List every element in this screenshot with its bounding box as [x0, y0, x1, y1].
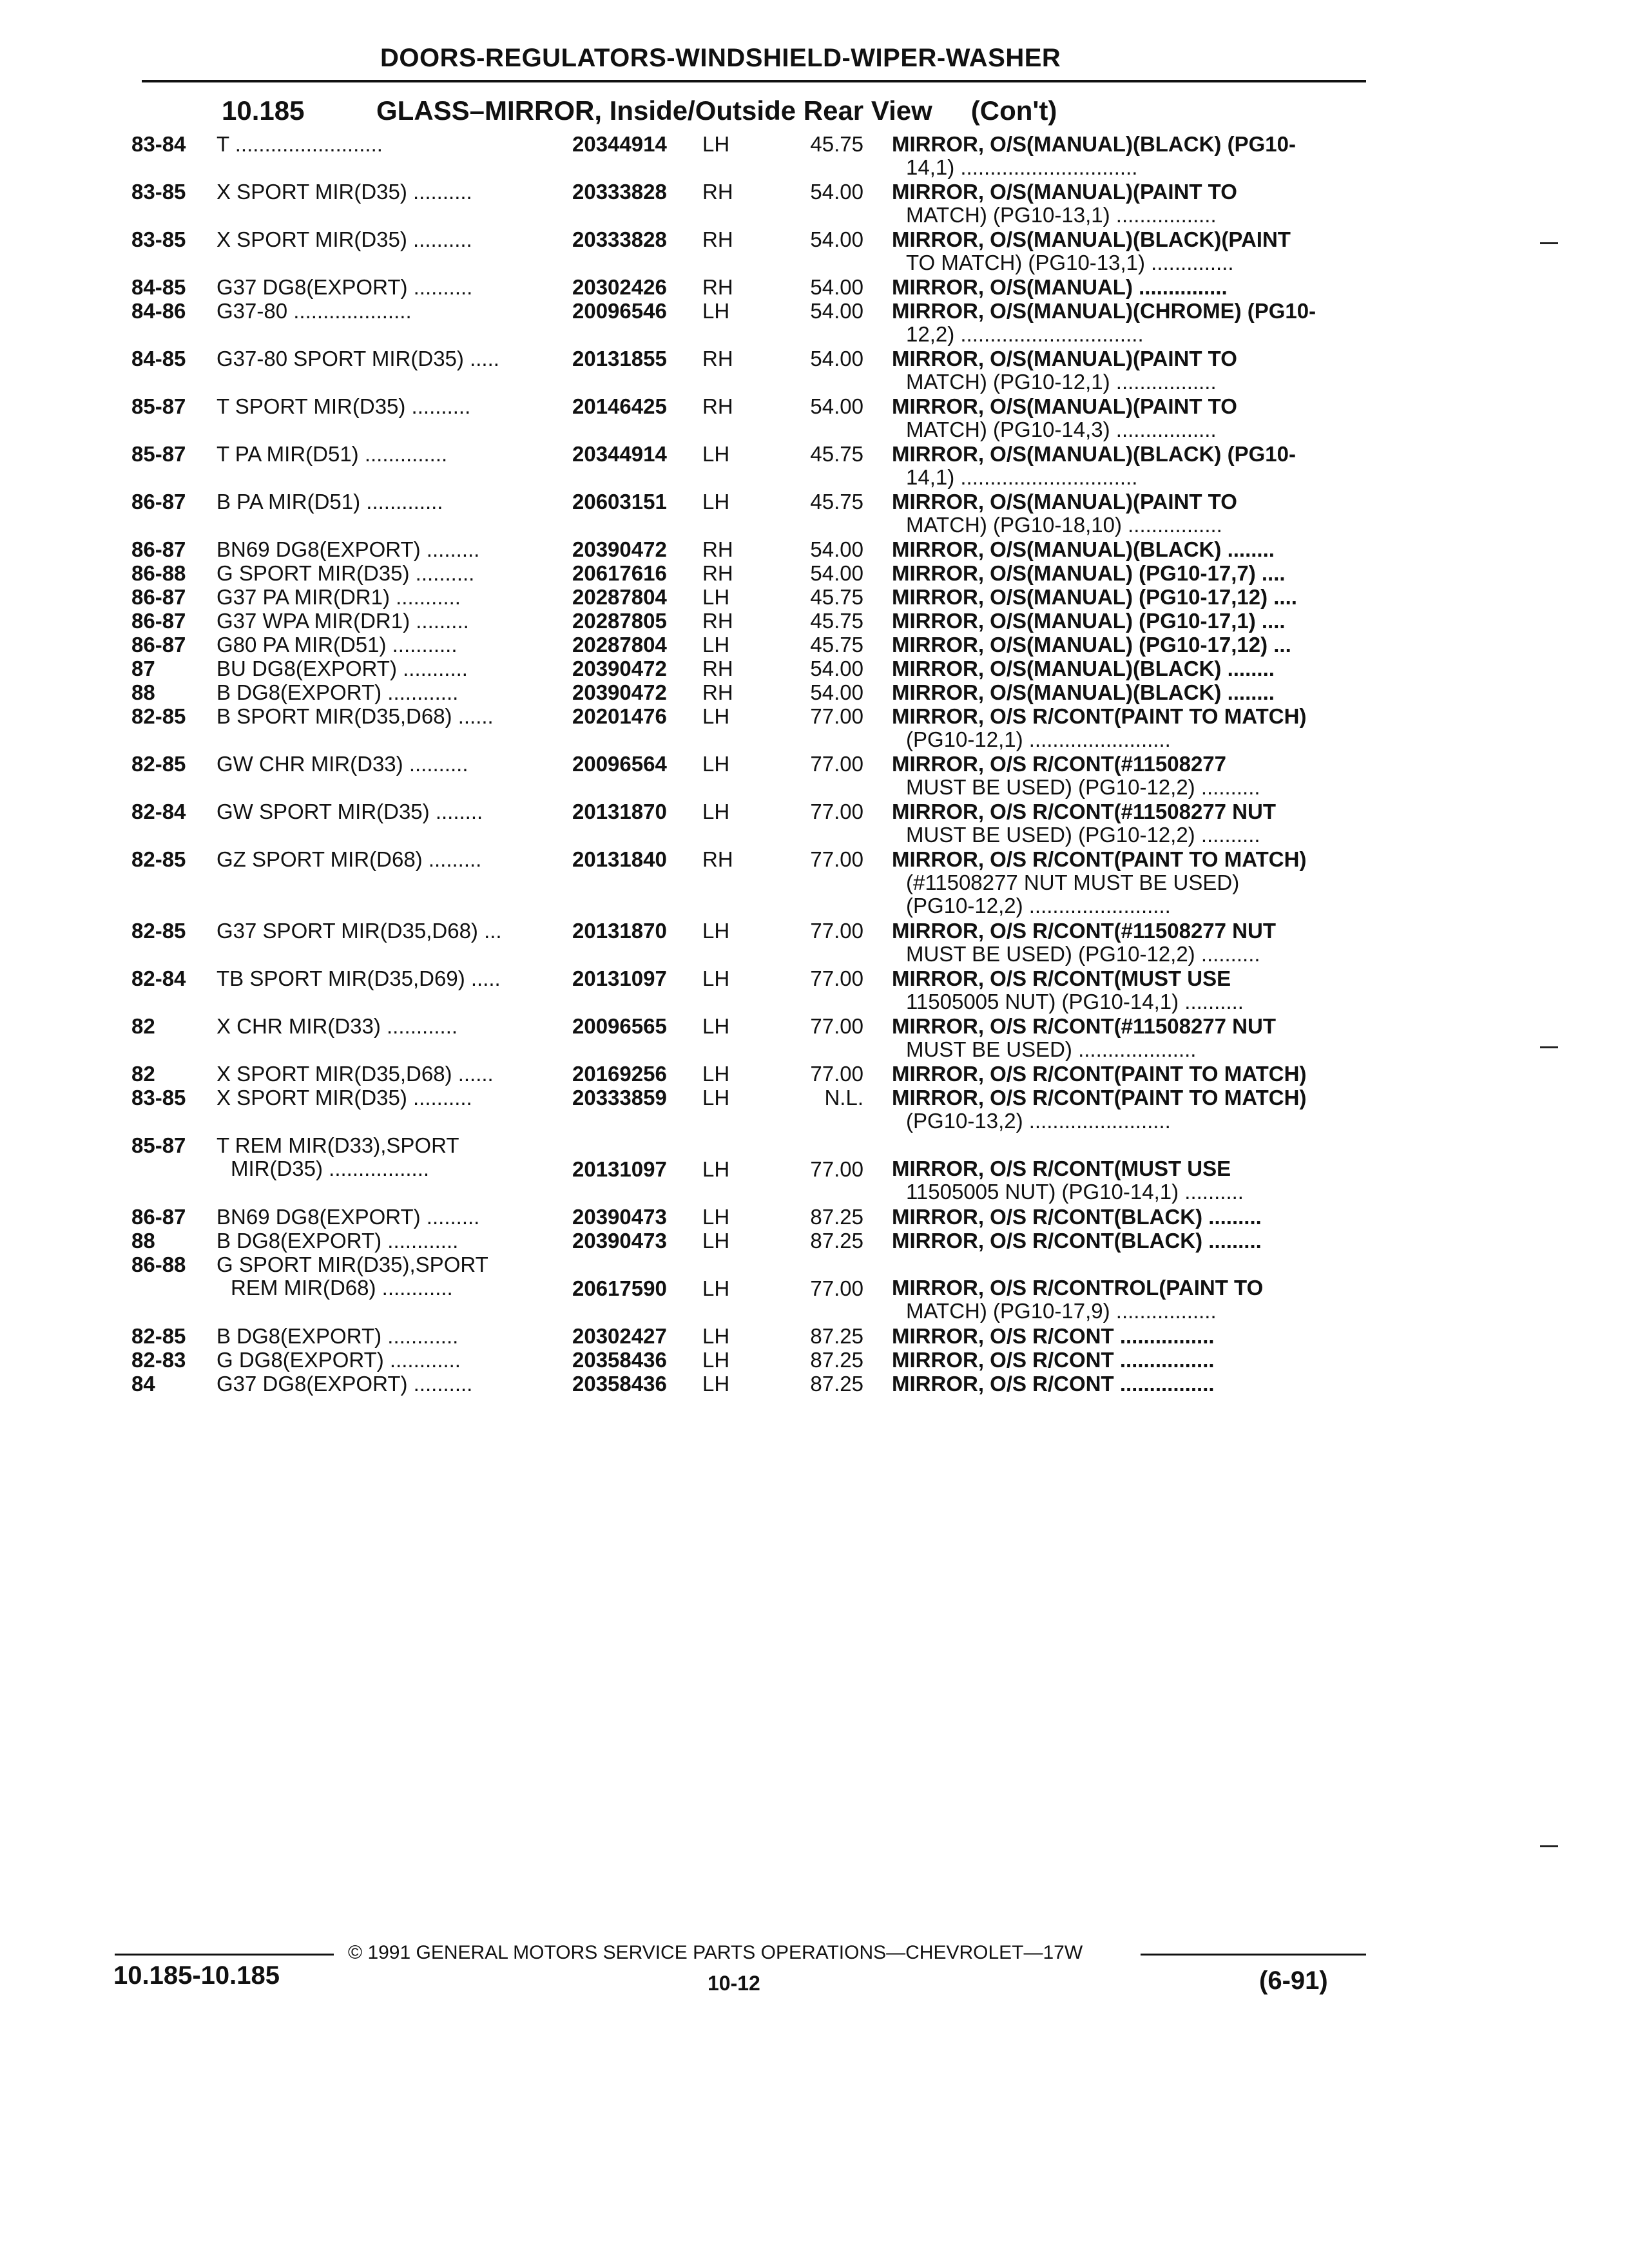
price: 54.00	[810, 347, 863, 370]
model-application	[217, 1372, 564, 1396]
price: 54.00	[810, 299, 863, 323]
description-line: (PG10-13,2) ........................	[906, 1109, 1171, 1133]
price: 87.25	[810, 1348, 863, 1372]
description	[892, 490, 1369, 537]
model-application	[217, 967, 564, 990]
model-line: BU DG8(EXPORT) ...........	[217, 657, 468, 680]
description	[892, 610, 1369, 633]
description-line: MIRROR, O/S(MANUAL)(PAINT TO	[892, 347, 1237, 370]
description-line: MIRROR, O/S(MANUAL)(PAINT TO	[892, 490, 1237, 514]
description-line: MIRROR, O/S(MANUAL) (PG10-17,12) ...	[892, 633, 1291, 657]
model-application	[217, 490, 564, 514]
margin-tick	[1540, 1046, 1558, 1048]
model-application	[217, 586, 564, 609]
price: 77.00	[810, 752, 863, 776]
model-line: G37 DG8(EXPORT) ..........	[217, 1372, 473, 1396]
model-years: 86-87	[131, 633, 186, 657]
description	[892, 1134, 1369, 1204]
footer-date-code: (6-91)	[1259, 1966, 1328, 1995]
part-number: 20358436	[572, 1372, 667, 1396]
model-years: 86-87	[131, 537, 186, 561]
side: LH	[702, 1205, 730, 1229]
description-line: MATCH) (PG10-13,1) .................	[906, 203, 1217, 227]
part-number: 20302427	[572, 1324, 667, 1348]
model-years: 86-87	[131, 585, 186, 609]
price: 45.75	[810, 633, 863, 657]
side: LH	[702, 704, 730, 728]
model-line: G80 PA MIR(D51) ...........	[217, 633, 458, 657]
description-line: MIRROR, O/S R/CONT(BLACK) .........	[892, 1229, 1262, 1253]
model-years: 85-87	[131, 1133, 186, 1157]
part-number: 20603151	[572, 490, 667, 514]
description	[892, 1349, 1369, 1372]
description-line: MIRROR, O/S(MANUAL)(PAINT TO	[892, 395, 1237, 418]
description	[892, 1206, 1369, 1229]
model-years: 88	[131, 680, 155, 704]
price: 54.00	[810, 227, 863, 251]
model-line: G37 SPORT MIR(D35,D68) ...	[217, 919, 502, 943]
side: RH	[702, 275, 733, 299]
model-application	[217, 705, 564, 728]
model-application	[217, 753, 564, 776]
model-application	[217, 1229, 564, 1253]
description-line: MUST BE USED) (PG10-12,2) ..........	[906, 775, 1260, 799]
description-line: MIRROR, O/S R/CONT ................	[892, 1372, 1215, 1396]
side: LH	[702, 633, 730, 657]
price: 45.75	[810, 609, 863, 633]
model-line: TB SPORT MIR(D35,D69) .....	[217, 967, 501, 990]
price: 54.00	[810, 394, 863, 418]
model-line: G SPORT MIR(D35),SPORT	[217, 1253, 488, 1276]
model-line: B DG8(EXPORT) ............	[217, 681, 459, 704]
model-line: REM MIR(D68) ............	[231, 1276, 453, 1300]
description	[892, 538, 1369, 561]
side: RH	[702, 537, 733, 561]
description-line	[892, 1253, 1369, 1276]
description-line: MIRROR, O/S(MANUAL)(BLACK) ........	[892, 657, 1275, 680]
model-application	[217, 919, 564, 943]
side: RH	[702, 561, 733, 585]
description-line: MIRROR, O/S(MANUAL)(PAINT TO	[892, 180, 1237, 204]
description-line: MIRROR, O/S(MANUAL)(BLACK) (PG10-	[892, 443, 1296, 466]
model-line: G37 WPA MIR(DR1) .........	[217, 610, 469, 633]
model-years: 83-85	[131, 227, 186, 251]
part-number: 20287805	[572, 609, 667, 633]
model-line: T PA MIR(D51) ..............	[217, 443, 448, 466]
part-number: 20390472	[572, 537, 667, 561]
section-cont: (Con't)	[970, 95, 1057, 126]
side: LH	[702, 1372, 730, 1396]
description	[892, 800, 1369, 847]
model-years: 82-85	[131, 752, 186, 776]
description	[892, 753, 1369, 799]
price: 45.75	[810, 585, 863, 609]
description-line: (PG10-12,1) ........................	[906, 727, 1171, 751]
description	[892, 395, 1369, 441]
price: 87.25	[810, 1205, 863, 1229]
model-line: X SPORT MIR(D35) ..........	[217, 228, 472, 251]
description-line: MUST BE USED) (PG10-12,2) ..........	[906, 942, 1260, 966]
model-line: X CHR MIR(D33) ............	[217, 1015, 458, 1038]
description-line: MATCH) (PG10-12,1) .................	[906, 370, 1217, 394]
model-years: 83-85	[131, 1086, 186, 1110]
price: 77.00	[810, 1157, 863, 1181]
part-number: 20169256	[572, 1062, 667, 1086]
price: 87.25	[810, 1229, 863, 1253]
description-line: (PG10-12,2) ........................	[906, 894, 1171, 918]
part-number: 20131870	[572, 800, 667, 823]
price: 54.00	[810, 680, 863, 704]
model-application	[217, 1206, 564, 1229]
side: RH	[702, 847, 733, 871]
model-years: 82-85	[131, 847, 186, 871]
side: LH	[702, 966, 730, 990]
description-line: MIRROR, O/S R/CONT(#11508277	[892, 753, 1227, 776]
part-number: 20131855	[572, 347, 667, 370]
model-application	[217, 800, 564, 823]
model-line: G37 DG8(EXPORT) ..........	[217, 276, 473, 299]
model-years: 86-88	[131, 1253, 186, 1276]
model-years: 82-84	[131, 966, 186, 990]
page-header-title: DOORS-REGULATORS-WINDSHIELD-WIPER-WASHER	[380, 44, 1061, 72]
description	[892, 228, 1369, 274]
model-application	[217, 395, 564, 418]
part-number: 20131840	[572, 847, 667, 871]
model-years: 82	[131, 1014, 155, 1038]
side: RH	[702, 347, 733, 370]
side: LH	[702, 490, 730, 514]
description-line: 14,1) ..............................	[906, 465, 1138, 489]
price: 77.00	[810, 847, 863, 871]
model-application	[217, 562, 564, 585]
model-line: MIR(D35) .................	[231, 1157, 430, 1180]
copyright-text: © 1991 GENERAL MOTORS SERVICE PARTS OPERATIONS—CHEVROLET—17W	[348, 1942, 1083, 1963]
description-line	[892, 1134, 1369, 1157]
model-application	[217, 538, 564, 561]
description-line: MIRROR, O/S(MANUAL)(BLACK)(PAINT	[892, 228, 1291, 251]
model-years: 82-85	[131, 1324, 186, 1348]
model-years: 83-85	[131, 180, 186, 204]
price: 45.75	[810, 490, 863, 514]
part-number: 20096564	[572, 752, 667, 776]
side: LH	[702, 752, 730, 776]
description	[892, 133, 1369, 179]
price: 77.00	[810, 800, 863, 823]
section-number: 10.185	[222, 95, 305, 126]
side: RH	[702, 609, 733, 633]
description-line: MIRROR, O/S R/CONT(MUST USE	[892, 967, 1231, 990]
description	[892, 1086, 1369, 1133]
part-number: 20333828	[572, 180, 667, 204]
model-application	[217, 133, 564, 156]
description	[892, 300, 1369, 346]
side: LH	[702, 1276, 730, 1300]
description	[892, 657, 1369, 680]
price: 54.00	[810, 561, 863, 585]
description-line: MIRROR, O/S R/CONT(PAINT TO MATCH)	[892, 1062, 1307, 1086]
price: 45.75	[810, 132, 863, 156]
margin-tick	[1540, 1845, 1558, 1847]
description-line: MIRROR, O/S R/CONT(PAINT TO MATCH)	[892, 705, 1307, 728]
part-number: 20390472	[572, 680, 667, 704]
model-line: G37-80 SPORT MIR(D35) .....	[217, 347, 499, 370]
model-line: GZ SPORT MIR(D68) .........	[217, 848, 482, 871]
description	[892, 180, 1369, 227]
model-years: 87	[131, 657, 155, 680]
part-number: 20333859	[572, 1086, 667, 1110]
model-years: 86-87	[131, 1205, 186, 1229]
description-line: MATCH) (PG10-14,3) .................	[906, 418, 1217, 441]
footer-section-range: 10.185-10.185	[113, 1961, 280, 1990]
side: LH	[702, 132, 730, 156]
description	[892, 347, 1369, 394]
model-application	[217, 681, 564, 704]
model-line: G SPORT MIR(D35) ..........	[217, 562, 475, 585]
part-number: 20617590	[572, 1276, 667, 1300]
description	[892, 1015, 1369, 1061]
section-title: GLASS–MIRROR, Inside/Outside Rear View	[376, 95, 932, 126]
model-application	[217, 633, 564, 657]
model-years: 82-84	[131, 800, 186, 823]
side: RH	[702, 680, 733, 704]
description-line: MIRROR, O/S R/CONT(PAINT TO MATCH)	[892, 848, 1307, 871]
model-line: T .........................	[217, 133, 383, 156]
model-application	[217, 300, 564, 323]
footer-page-number: 10-12	[708, 1972, 760, 1995]
model-years: 83-84	[131, 132, 186, 156]
model-application	[217, 1349, 564, 1372]
description-line: 12,2) ...............................	[906, 322, 1144, 346]
model-line: GW SPORT MIR(D35) ........	[217, 800, 483, 823]
description-line: MIRROR, O/S R/CONT(MUST USE	[892, 1157, 1231, 1180]
side: RH	[702, 227, 733, 251]
model-line: B PA MIR(D51) .............	[217, 490, 443, 514]
price: 45.75	[810, 442, 863, 466]
description	[892, 1325, 1369, 1348]
description	[892, 681, 1369, 704]
model-years: 84-86	[131, 299, 186, 323]
model-years: 82-85	[131, 919, 186, 943]
description-line: MATCH) (PG10-18,10) ................	[906, 513, 1222, 537]
description-line: MIRROR, O/S(MANUAL)(BLACK) ........	[892, 538, 1275, 561]
model-years: 88	[131, 1229, 155, 1253]
description-line: MIRROR, O/S R/CONT(BLACK) .........	[892, 1206, 1262, 1229]
side: RH	[702, 180, 733, 204]
price: 77.00	[810, 919, 863, 943]
description-line: MIRROR, O/S R/CONTROL(PAINT TO	[892, 1276, 1264, 1300]
side: LH	[702, 1348, 730, 1372]
description-line: MATCH) (PG10-17,9) .................	[906, 1299, 1217, 1323]
description	[892, 1229, 1369, 1253]
model-years: 82-85	[131, 704, 186, 728]
model-line: X SPORT MIR(D35) ..........	[217, 180, 472, 204]
side: LH	[702, 1324, 730, 1348]
description-line: MIRROR, O/S(MANUAL) (PG10-17,7) ....	[892, 562, 1286, 585]
model-application	[217, 180, 564, 204]
model-line: T SPORT MIR(D35) ..........	[217, 395, 471, 418]
margin-tick	[1540, 242, 1558, 244]
model-application	[217, 1062, 564, 1086]
part-number: 20333828	[572, 227, 667, 251]
description-line: 11505005 NUT) (PG10-14,1) ..........	[906, 990, 1244, 1014]
model-application	[217, 1325, 564, 1348]
description	[892, 443, 1369, 489]
side: RH	[702, 657, 733, 680]
side: LH	[702, 442, 730, 466]
description	[892, 705, 1369, 751]
model-application	[217, 1086, 564, 1110]
description-line: MIRROR, O/S(MANUAL) ...............	[892, 276, 1228, 299]
description-line: (#11508277 NUT MUST BE USED)	[906, 870, 1240, 894]
part-number: 20287804	[572, 585, 667, 609]
description	[892, 1062, 1369, 1086]
description-line: MIRROR, O/S(MANUAL)(BLACK) (PG10-	[892, 133, 1296, 156]
model-years: 86-87	[131, 490, 186, 514]
model-years: 84-85	[131, 275, 186, 299]
model-line: GW CHR MIR(D33) ..........	[217, 753, 468, 776]
description-line: 14,1) ..............................	[906, 155, 1138, 179]
description	[892, 848, 1369, 918]
price: 87.25	[810, 1372, 863, 1396]
model-application	[217, 1134, 564, 1180]
price: 77.00	[810, 1062, 863, 1086]
side: LH	[702, 299, 730, 323]
part-number: 20131097	[572, 966, 667, 990]
model-application	[217, 276, 564, 299]
model-line: BN69 DG8(EXPORT) .........	[217, 1206, 480, 1229]
model-line: B SPORT MIR(D35,D68) ......	[217, 705, 494, 728]
description-line: 11505005 NUT) (PG10-14,1) ..........	[906, 1180, 1244, 1204]
price: 54.00	[810, 537, 863, 561]
description-line: MIRROR, O/S(MANUAL)(BLACK) ........	[892, 681, 1275, 704]
model-application	[217, 1015, 564, 1038]
side: RH	[702, 394, 733, 418]
model-line: B DG8(EXPORT) ............	[217, 1325, 459, 1348]
description-line: MIRROR, O/S(MANUAL)(CHROME) (PG10-	[892, 300, 1316, 323]
model-years: 82	[131, 1062, 155, 1086]
side: LH	[702, 1157, 730, 1181]
side: LH	[702, 1014, 730, 1038]
part-number: 20302426	[572, 275, 667, 299]
part-number: 20287804	[572, 633, 667, 657]
description-line: MIRROR, O/S(MANUAL) (PG10-17,12) ....	[892, 586, 1297, 609]
description	[892, 967, 1369, 1014]
price: 77.00	[810, 966, 863, 990]
model-years: 85-87	[131, 442, 186, 466]
description-line: MIRROR, O/S R/CONT(#11508277 NUT	[892, 1015, 1276, 1038]
model-years: 84-85	[131, 347, 186, 370]
description	[892, 1253, 1369, 1323]
model-line: G37-80 ....................	[217, 300, 412, 323]
part-number: 20390473	[572, 1229, 667, 1253]
description-line: MIRROR, O/S(MANUAL) (PG10-17,1) ....	[892, 610, 1286, 633]
description-line: TO MATCH) (PG10-13,1) ..............	[906, 251, 1234, 274]
side: LH	[702, 1062, 730, 1086]
model-line: G DG8(EXPORT) ............	[217, 1349, 461, 1372]
description	[892, 276, 1369, 299]
model-application	[217, 443, 564, 466]
part-number: 20201476	[572, 704, 667, 728]
model-application	[217, 848, 564, 871]
model-years: 85-87	[131, 394, 186, 418]
model-years: 82-83	[131, 1348, 186, 1372]
model-line: BN69 DG8(EXPORT) .........	[217, 538, 480, 561]
model-application	[217, 228, 564, 251]
side: LH	[702, 1229, 730, 1253]
model-years: 84	[131, 1372, 155, 1396]
price: 77.00	[810, 704, 863, 728]
model-years: 86-87	[131, 609, 186, 633]
model-line: T REM MIR(D33),SPORT	[217, 1134, 459, 1157]
description-line: MIRROR, O/S R/CONT(PAINT TO MATCH)	[892, 1086, 1307, 1110]
description-line: MIRROR, O/S R/CONT(#11508277 NUT	[892, 919, 1276, 943]
description-line: MIRROR, O/S R/CONT ................	[892, 1325, 1215, 1348]
part-number: 20390472	[572, 657, 667, 680]
side: LH	[702, 585, 730, 609]
description-line: MUST BE USED) (PG10-12,2) ..........	[906, 823, 1260, 847]
description	[892, 633, 1369, 657]
model-application	[217, 657, 564, 680]
model-application	[217, 1253, 564, 1300]
price: 77.00	[810, 1014, 863, 1038]
part-number: 20131097	[572, 1157, 667, 1181]
model-line: B DG8(EXPORT) ............	[217, 1229, 459, 1253]
model-line: G37 PA MIR(DR1) ...........	[217, 586, 461, 609]
part-number: 20617616	[572, 561, 667, 585]
model-years: 86-88	[131, 561, 186, 585]
price: N.L.	[824, 1086, 863, 1110]
footer-rule-left	[115, 1954, 334, 1956]
model-line: X SPORT MIR(D35,D68) ......	[217, 1062, 494, 1086]
side: LH	[702, 800, 730, 823]
part-number: 20146425	[572, 394, 667, 418]
description	[892, 919, 1369, 966]
part-number: 20096565	[572, 1014, 667, 1038]
part-number: 20344914	[572, 132, 667, 156]
footer-rule-right	[1141, 1954, 1366, 1956]
price: 54.00	[810, 275, 863, 299]
price: 77.00	[810, 1276, 863, 1300]
part-number: 20358436	[572, 1348, 667, 1372]
description-line: MIRROR, O/S R/CONT(#11508277 NUT	[892, 800, 1276, 823]
description	[892, 586, 1369, 609]
price: 87.25	[810, 1324, 863, 1348]
description	[892, 562, 1369, 585]
model-application	[217, 347, 564, 370]
price: 54.00	[810, 657, 863, 680]
description-line: MIRROR, O/S R/CONT ................	[892, 1349, 1215, 1372]
part-number: 20131870	[572, 919, 667, 943]
price: 54.00	[810, 180, 863, 204]
side: LH	[702, 1086, 730, 1110]
description	[892, 1372, 1369, 1396]
model-application	[217, 610, 564, 633]
part-number: 20344914	[572, 442, 667, 466]
part-number: 20390473	[572, 1205, 667, 1229]
model-line: X SPORT MIR(D35) ..........	[217, 1086, 472, 1110]
side: LH	[702, 919, 730, 943]
part-number: 20096546	[572, 299, 667, 323]
description-line: MUST BE USED) ....................	[906, 1037, 1197, 1061]
